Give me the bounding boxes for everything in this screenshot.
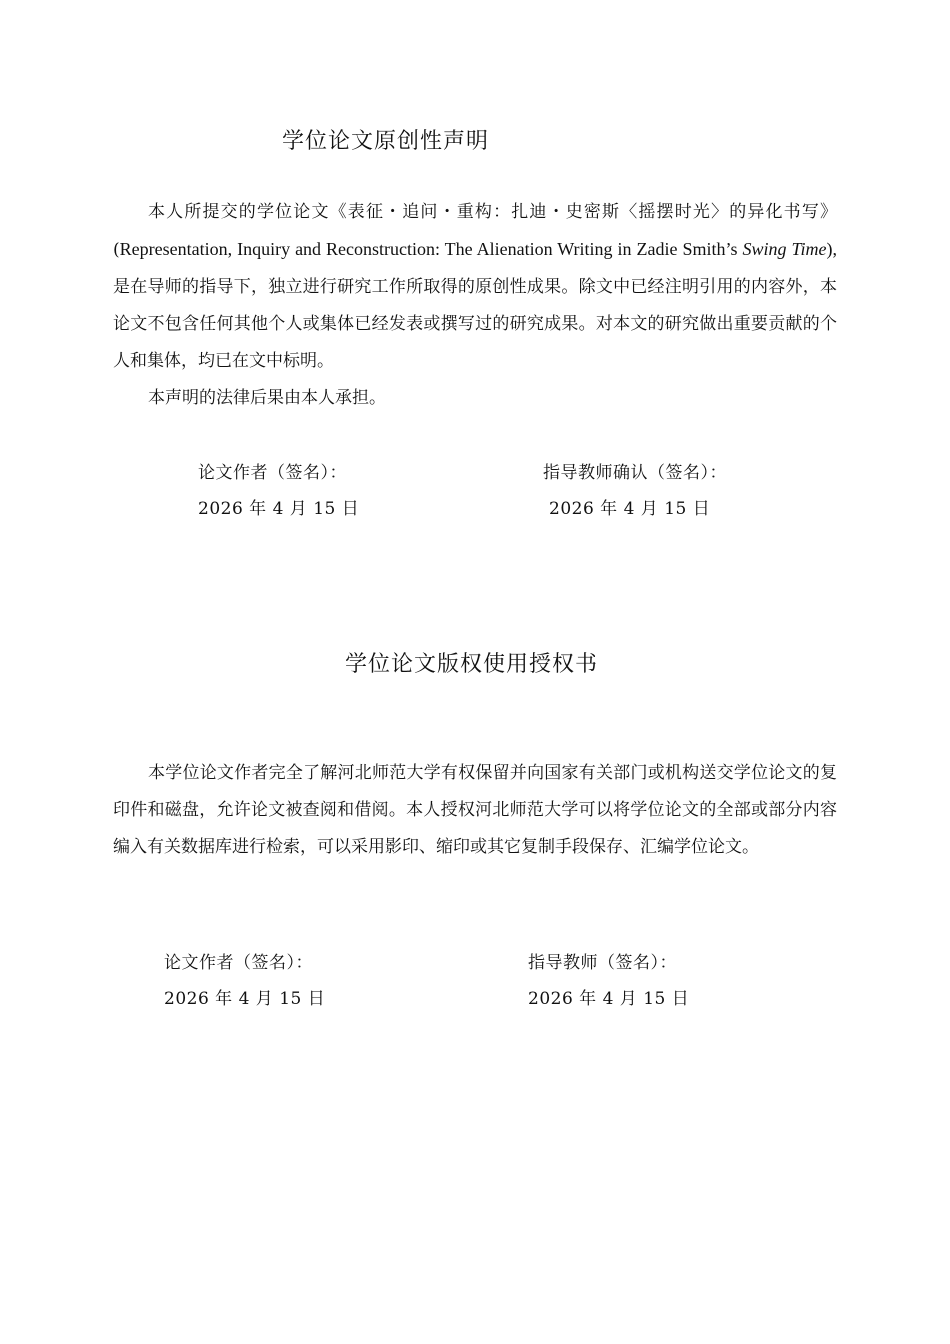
originality-declaration-title: 学位论文原创性声明 — [282, 129, 490, 154]
declaration-author-date: 2026 年 4 月 15 日 — [198, 499, 360, 519]
copyright-authorization-title: 学位论文版权使用授权书 — [345, 652, 599, 677]
declaration-text-en: Representation, Inquiry and Reconstruction: The Alienation Writing in Zadie Smith’s — [119, 239, 743, 259]
declaration-text-zh-a: 本人所提交的学位论文《表征・追问・重构：扎迪・史密斯〈摇摆时光〉的异化书写》( — [113, 202, 837, 260]
originality-declaration-body — [113, 194, 837, 417]
authorization-advisor-date: 2026 年 4 月 15 日 — [528, 989, 690, 1009]
declaration-paragraph — [113, 194, 837, 380]
authorization-paragraph: 本学位论文作者完全了解河北师范大学有权保留并向国家有关部门或机构送交学位论文的复印件和磁盘，允许论文被查阅和借阅。本人授权河北师范大学可以将学位论文的全部或部分内容编入有关数据库进行检索，可以采用影印、缩印或其它复制手段保存、汇编学位论文。 — [113, 763, 837, 857]
authorization-author-signature-label: 论文作者（签名）： — [164, 953, 313, 973]
legal-consequence-paragraph: 本声明的法律后果由本人承担。 — [148, 388, 386, 408]
declaration-author-signature-label: 论文作者（签名）： — [198, 463, 347, 483]
authorization-author-date: 2026 年 4 月 15 日 — [164, 989, 326, 1009]
declaration-text-en-italic: Swing Time — [742, 239, 827, 259]
declaration-text-zh-b: 是在导师的指导下，独立进行研究工作所取得的原创性成果。除文中已经注明引用的内容外，本论文不包含任何其他个人或集体已经发表或撰写过的研究成果。对本文的研究做出重要贡献的个人和集体，均已在文中标明。 — [113, 277, 837, 371]
declaration-advisor-signature-label: 指导教师确认（签名）： — [543, 463, 727, 483]
copyright-authorization-body — [113, 755, 837, 866]
declaration-advisor-date: 2026 年 4 月 15 日 — [549, 499, 711, 519]
declaration-text-en-close: ), — [826, 239, 837, 259]
authorization-advisor-signature-label: 指导教师（签名）： — [528, 953, 677, 973]
